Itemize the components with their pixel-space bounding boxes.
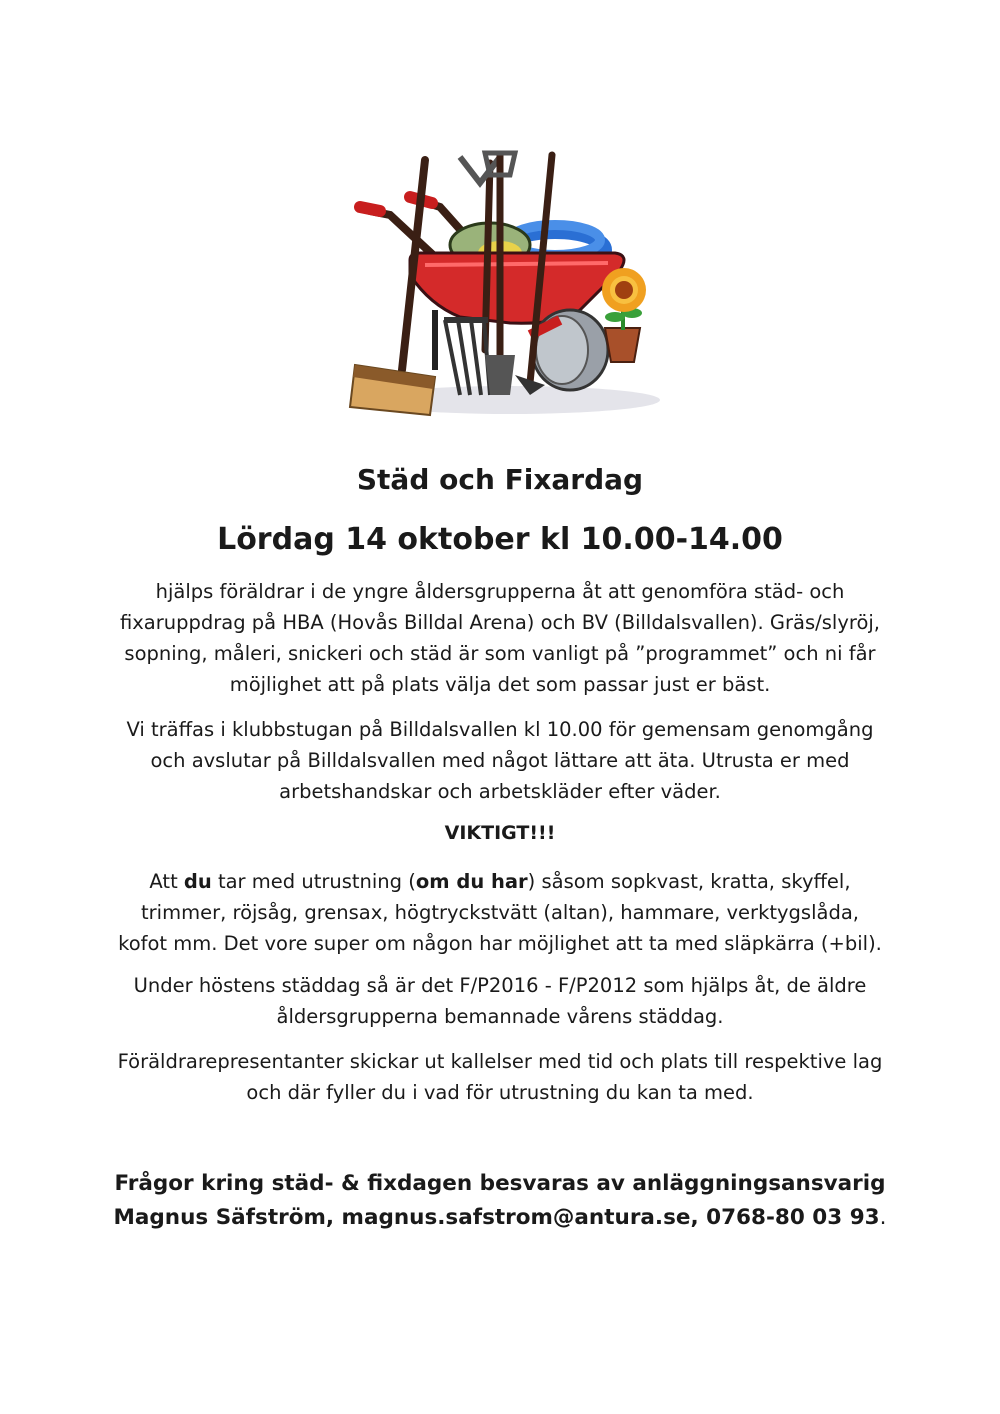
- wheelbarrow-tools-illustration: [340, 145, 660, 420]
- meeting-paragraph: Vi träffas i klubbstugan på Billdalsvallen kl 10.00 för gemensam genomgång och avslutar på Billdalsvallen med något lättare att äta. Utrusta er med arbetshandskar och arbetskläder efter väder.: [126, 718, 874, 803]
- equipment-text-1: Att: [149, 870, 184, 893]
- important-heading: VIKTIGT!!!: [444, 822, 556, 844]
- contact-line-1: Frågor kring städ- & fixdagen besvaras av anläggningsansvarig: [114, 1171, 886, 1196]
- equipment-text-3: ) såsom sopkvast, kratta, skyffel, trimmer, röjsåg, grensax, högtryckstvätt (altan), hammare, verktygslåda, kofot mm. Det vore super om någon har möjlighet att ta med släpkärra (+bil).: [118, 870, 882, 955]
- parents-paragraph: Föräldrarepresentanter skickar ut kallelser med tid och plats till respektive lag och där fyller du i vad för utrustning du kan ta med.: [117, 1050, 883, 1104]
- contact-details: Magnus Säfström, magnus.safstrom@antura.se, 0768-80 03 93: [113, 1205, 880, 1230]
- groups-paragraph: Under höstens städdag så är det F/P2016 - F/P2012 som hjälps åt, de äldre åldersgrupperna bemannade vårens städdag.: [133, 974, 867, 1028]
- page-title: Städ och Fixardag: [356, 463, 644, 496]
- equipment-paragraph: [115, 866, 885, 959]
- equipment-bold-you: du: [183, 870, 212, 893]
- contact-period: .: [879, 1205, 887, 1230]
- event-date: Lördag 14 oktober kl 10.00-14.00: [217, 522, 783, 557]
- equipment-bold-if-you-have: om du har: [415, 870, 528, 893]
- contact-footer: [100, 1167, 900, 1235]
- contact-line-2: [100, 1201, 900, 1235]
- intro-paragraph: hjälps föräldrar i de yngre åldersgrupperna åt att genomföra städ- och fixaruppdrag på HBA (Hovås Billdal Arena) och BV (Billdalsvallen). Gräs/slyröj, sopning, måleri, snickeri och städ är som vanligt på ”programmet” och ni får möjlighet att på plats välja det som passar just er bäst.: [119, 580, 880, 696]
- equipment-text-2: tar med utrustning (: [211, 870, 416, 893]
